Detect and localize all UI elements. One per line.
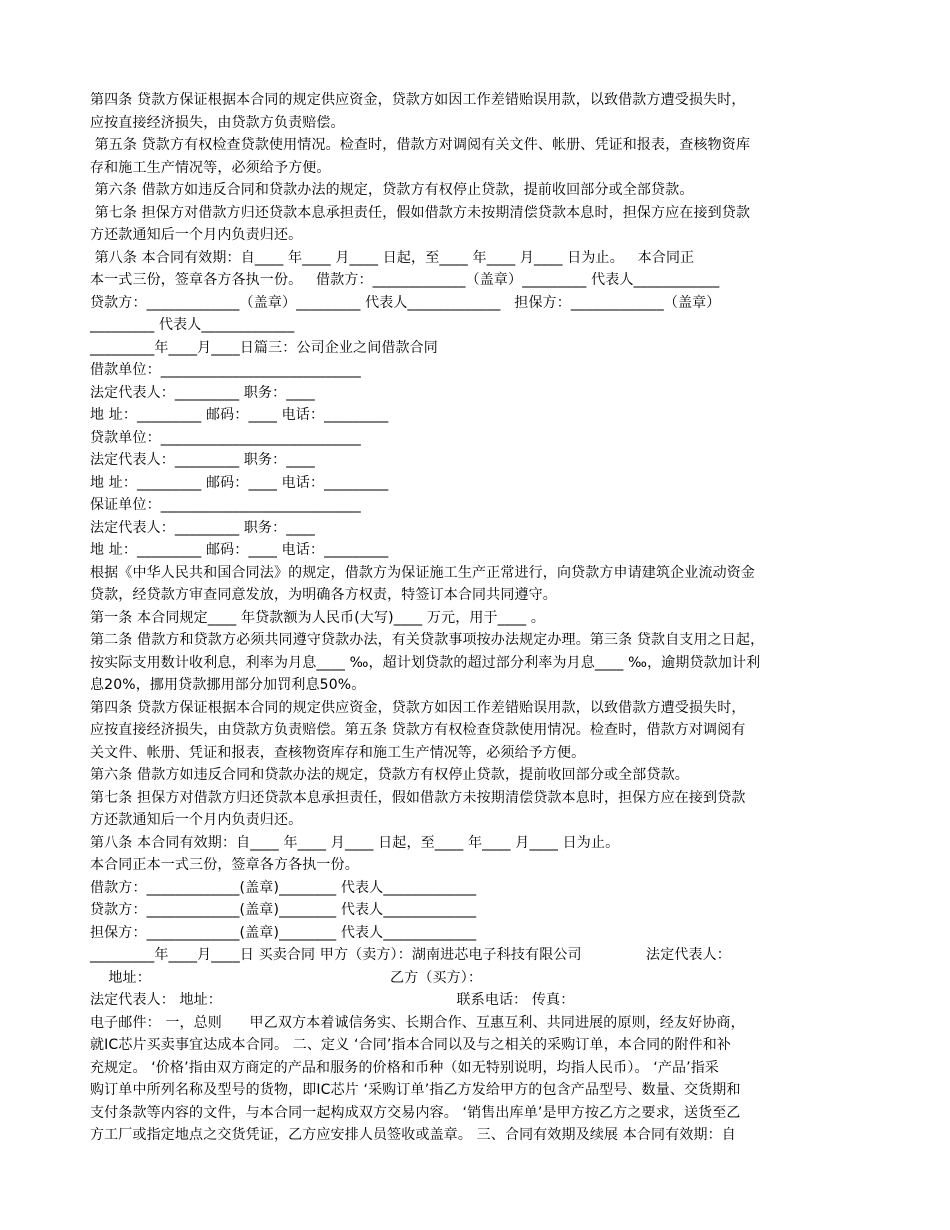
text-line: 法定代表人：_________ 职务：____ [90, 452, 315, 468]
text-line: 借款方：_____________(盖章)________ 代表人_____________ [90, 879, 477, 896]
text-line: 地 址：_________ 邮码：____ 电话：_________ [90, 407, 389, 423]
text-line: 应按直接经济损失，由贷款方负责赔偿。第五条 贷款方有权检查贷款使用情况。检查时，借款方对调阅有 [90, 722, 746, 738]
text-line: 按实际支用数计收利息，利率为月息____ ‰，超计划贷款的超过部分利率为月息____ ‰，逾期贷款加计利 [90, 654, 761, 671]
text-line: 电子邮件： 一，总则 甲乙双方本着诚信务实、长期合作、互惠互利、共同进展的原则，经友好协商， [90, 1014, 745, 1031]
text-line: 第二条 借款方和贷款方必须共同遵守贷款办法，有关贷款事项按办法规定办理。第三条 贷款自支用之日起， [90, 632, 765, 648]
text-line: 第一条 本合同规定____ 年贷款额为人民币(大写)____ 万元，用于____ 。 [90, 609, 546, 626]
text-line: 本合同正本一式三份，签章各方各执一份。 [90, 857, 359, 873]
text-line: 就IC芯片买卖事宜达成本合同。 二、定义 ‘合同’指本合同以及与之相关的采购订单，本合同的附件和补 [90, 1037, 732, 1053]
text-line: 方还款通知后一个月内负责归还。 [90, 812, 303, 828]
text-line: 第六条 借款方如违反合同和贷款办法的规定，贷款方有权停止贷款，提前收回部分或全部贷款。 [90, 182, 694, 198]
text-line: 地 址：_________ 邮码：____ 电话：_________ [90, 542, 389, 558]
text-line: 根据《中华人民共和国合同法》的规定，借款方为保证施工生产正常进行，向贷款方申请建筑企业流动资金 [90, 564, 756, 581]
text-line: 贷款单位：____________________________ [90, 429, 361, 446]
document-body [90, 89, 870, 1147]
text-line: 担保方：_____________(盖章)________ 代表人_____________ [90, 924, 477, 941]
text-line: 贷款，经贷款方审查同意发放，为明确各方权责，特签订本合同共同遵守。 [90, 587, 557, 603]
text-line: 保证单位：____________________________ [90, 497, 361, 513]
text-line: 方工厂或指定地点之交货凭证，乙方应安排人员签收或盖章。 三、合同有效期及续展 本合同有效期：自 [90, 1127, 736, 1143]
text-line: 第四条 贷款方保证根据本合同的规定供应资金，贷款方如因工作差错贻误用款，以致借款方遭受损失时， [90, 92, 746, 108]
text-line: 法定代表人： 地址： 联系电话： 传真： [90, 992, 575, 1008]
text-line: 第五条 贷款方有权检查贷款使用情况。检查时，借款方对调阅有关文件、帐册、凭证和报表，查核物资库 [90, 137, 751, 153]
text-line: 方还款通知后一个月内负责归还。 [90, 227, 303, 243]
text-line: 第八条 本合同有效期：自____ 年____ 月____ 日起，至____ 年____ 月____ 日为止。 本合同正 [90, 249, 695, 266]
text-line: 关文件、帐册、凭证和报表，查核物资库存和施工生产情况等，必须给予方便。 [90, 744, 586, 761]
text-line: 法定代表人：_________ 职务：____ [90, 519, 315, 536]
text-line: 地 址：_________ 邮码：____ 电话：_________ [90, 474, 389, 491]
text-line: _________年____月____日 买卖合同 甲方（卖方）：湖南进芯电子科技有限公司 法定代表人： [90, 947, 731, 963]
text-line: _________ 代表人_____________ [90, 317, 295, 333]
text-line: 第六条 借款方如违反合同和贷款办法的规定，贷款方有权停止贷款，提前收回部分或全部贷款。 [90, 767, 689, 783]
text-line: 第七条 担保方对借款方归还贷款本息承担责任，假如借款方未按期清偿贷款本息时，担保方应在接到贷款 [90, 204, 751, 221]
text-line: 购订单中所列名称及型号的货物，即IC芯片 ‘采购订单’指乙方发给甲方的包含产品型号、数量、交货期和 [90, 1082, 741, 1098]
text-line: 充规定。 ‘价格’指由双方商定的产品和服务的价格和币种（如无特别说明，均指人民币）。 ‘产品’指采 [90, 1059, 720, 1076]
text-line: 贷款方：_____________（盖章）_________ 代表人_____________ 担保方：_____________（盖章） [90, 294, 721, 311]
text-line: 息20%，挪用贷款挪用部分加罚利息50%。 [90, 677, 366, 693]
text-line: 借款单位：____________________________ [90, 362, 361, 378]
text-line: _________年____月____日篇三：公司企业之间借款合同 [90, 339, 438, 356]
text-line: 第七条 担保方对借款方归还贷款本息承担责任，假如借款方未按期清偿贷款本息时，担保方应在接到贷款 [90, 789, 746, 806]
text-line: 地址： 乙方（买方）： [90, 969, 483, 986]
text-line: 贷款方：_____________(盖章)________ 代表人_____________ [90, 902, 477, 918]
text-line: 本一式三份，签章各方各执一份。 借款方：_____________（盖章）_________ 代表人____________ [90, 272, 720, 288]
text-line: 法定代表人：_________ 职务：____ [90, 384, 315, 401]
text-line: 第八条 本合同有效期：自____ 年____ 月____ 日起，至____ 年____ 月____ 日为止。 [90, 834, 620, 851]
text-line: 存和施工生产情况等，必须给予方便。 [90, 159, 331, 176]
text-line: 第四条 贷款方保证根据本合同的规定供应资金，贷款方如因工作差错贻误用款，以致借款方遭受损失时， [90, 699, 746, 716]
text-line: 应按直接经济损失，由贷款方负责赔偿。 [90, 114, 345, 131]
text-line: 支付条款等内容的文件，与本合同一起构成双方交易内容。 ‘销售出库单’是甲方按乙方之要求，送货至乙 [90, 1104, 741, 1121]
